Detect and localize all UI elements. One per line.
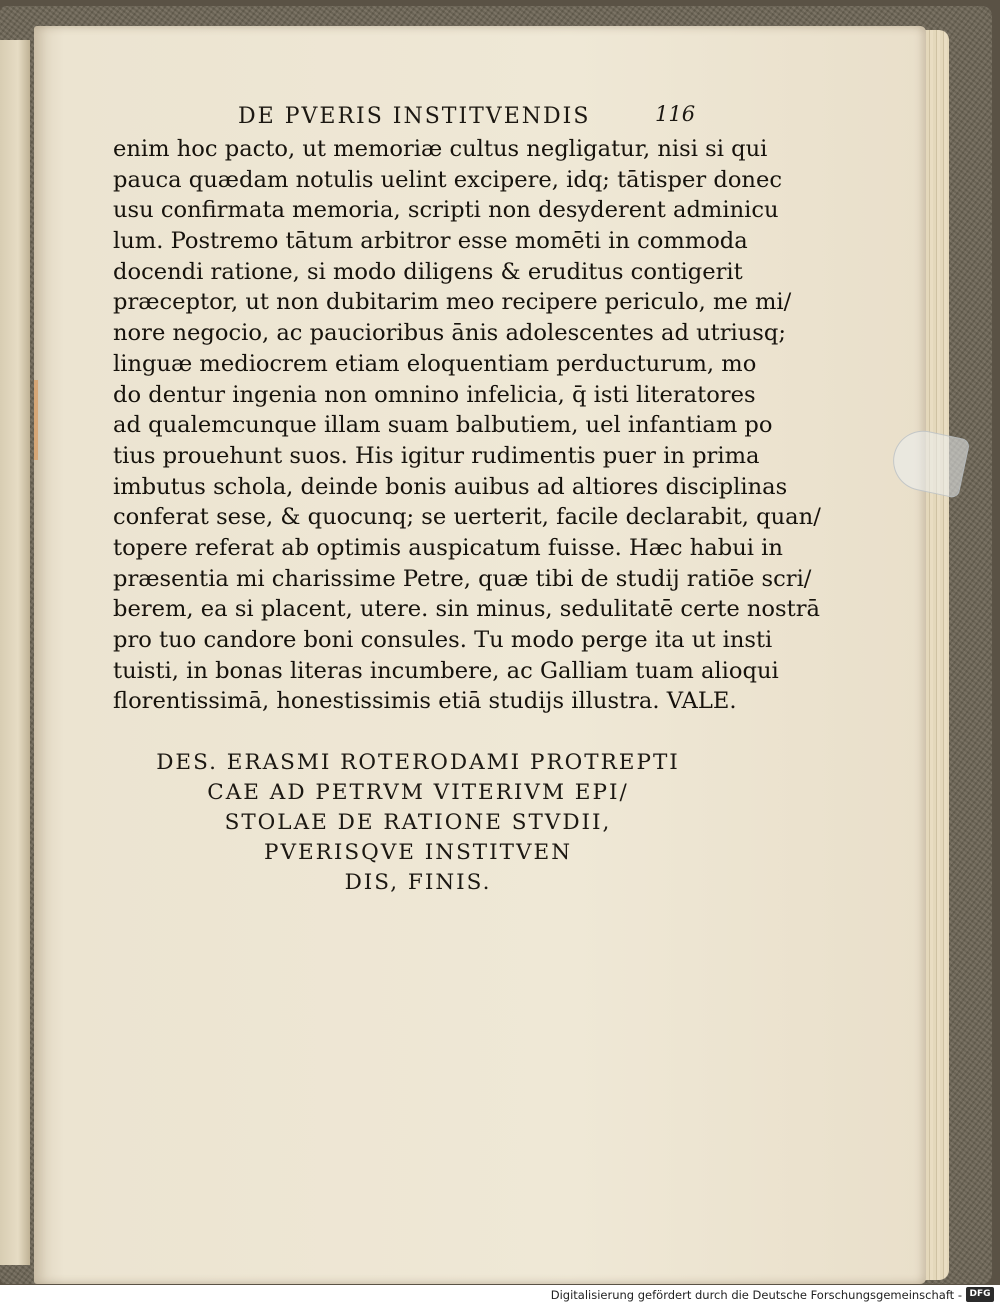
text-line: pauca quædam notulis uelint excipere, idq; tātisper donec [113, 166, 782, 193]
text-line: imbutus schola, deinde bonis auibus ad altiores disciplinas [113, 473, 788, 500]
text-line: topere referat ab optimis auspicatum fuisse. Hæc habui in [113, 534, 783, 561]
colophon [110, 748, 726, 898]
text-line: lum. Postremo tātum arbitror esse momēti in commoda [113, 228, 748, 255]
text-line: præsentia mi charissime Petre, quæ tibi de studij ratiōe scri/ [113, 565, 812, 592]
page-number: 116 [655, 102, 696, 126]
colophon-line: PVERISQVE INSTITVEN [263, 840, 573, 865]
text-line: usu confirmata memoria, scripti non desyderent adminicu [113, 197, 779, 224]
text-line: tuisti, in bonas literas incumbere, ac Galliam tuam alioqui [113, 657, 779, 684]
dfg-logo: DFG [966, 1287, 994, 1302]
page-stain [34, 380, 38, 460]
colophon-line: CAE AD PETRVM VITERIVM EPI/ [207, 780, 629, 805]
colophon-line: STOLAE DE RATIONE STVDII, [224, 810, 612, 835]
text-line: nore negocio, ac paucioribus ānis adolescentes ad utriusq; [113, 320, 786, 347]
body-text [113, 134, 821, 717]
text-line: florentissimā, honestissimis etiā studijs illustra. VALE. [113, 688, 737, 715]
colophon-line: DIS, FINIS. [344, 870, 492, 895]
digitization-note: Digitalisierung gefördert durch die Deutsche Forschungsgemeinschaft - [550, 1288, 962, 1302]
text-line: linguæ mediocrem etiam eloquentiam perducturum, mo [113, 350, 757, 377]
colophon-line: DES. ERASMI ROTERODAMI PROTREPTI [156, 750, 680, 775]
text-line: ad qualemcunque illam suam balbutiem, uel infantiam po [113, 412, 773, 439]
text-line: berem, ea si placent, utere. sin minus, sedulitatē certe nostrā [113, 596, 820, 623]
text-line: pro tuo candore boni consules. Tu modo perge ita ut insti [113, 627, 773, 653]
text-line: tius prouehunt suos. His igitur rudimentis puer in prima [113, 442, 760, 469]
text-line: enim hoc pacto, ut memoriæ cultus negligatur, nisi si qui [113, 136, 768, 162]
text-line: conferat sese, & quocunq; se uerterit, facile declarabit, quan/ [113, 504, 821, 531]
text-line: docendi ratione, si modo diligens & eruditus contigerit [113, 258, 743, 285]
digitization-footer [0, 1285, 1000, 1305]
left-page-edge [0, 40, 30, 1265]
running-title: DE PVERIS INSTITVENDIS [238, 104, 591, 129]
text-line: præceptor, ut non dubitarim meo recipere periculo, me mi/ [113, 289, 792, 316]
text-line: do dentur ingenia non omnino infelicia, q̄ isti literatores [113, 381, 756, 408]
